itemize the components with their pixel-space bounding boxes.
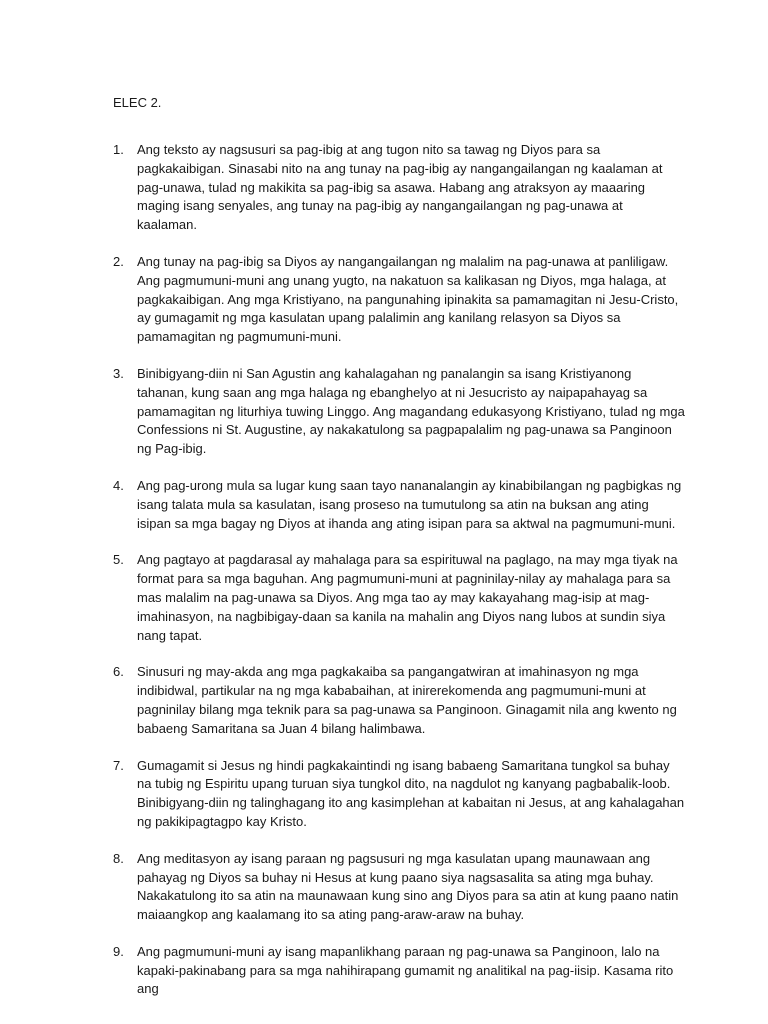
- list-item: [113, 551, 685, 645]
- list-item: [113, 850, 685, 925]
- list-item-text: Ang tunay na pag-ibig sa Diyos ay nangangailangan ng malalim na pag-unawa at panliligaw. Ang pagmumuni-muni ang unang yugto, na nakatuon sa kalikasan ng Diyos, mga halaga, at pagkakaibigan. Ang mga Kristiyano, na pangunahing ipinakita sa pamamagitan ni Jesu-Cristo, ay gumagamit ng mga kasulatan upang palalimin ang kanilang relasyon sa Diyos sa pamamagitan ng pagmumuni-muni.: [137, 253, 679, 345]
- list-item-text: Ang pagmumuni-muni ay isang mapanlikhang paraan ng pag-unawa sa Panginoon, lalo na kapaki-pakinabang para sa mga nahihirapang gumamit ng analitikal na pag-iisip. Kasama rito ang: [137, 943, 674, 997]
- list-item: [113, 477, 685, 533]
- list-item: [113, 253, 685, 347]
- list-item: [113, 757, 685, 832]
- list-item-text: Binibigyang-diin ni San Agustin ang kahalagahan ng panalangin sa isang Kristiyanong tahanan, kung saan ang mga halaga ng ebanghelyo at ni Jesucristo ay naipapahayag sa pamamagitan ng liturhiya tuwing Linggo. Ang magandang edukasyong Kristiyano, tulad ng mga Confessions ni St. Augustine, ay nakakatulong sa pagpapalalim ng pag-unawa sa Panginoon ng Pag-ibig.: [137, 365, 685, 457]
- list-item: [113, 943, 685, 999]
- list-item: [113, 141, 685, 235]
- list-item-text: Gumagamit si Jesus ng hindi pagkakaintindi ng isang babaeng Samaritana tungkol sa buhay na tubig ng Espiritu upang turuan siya tungkol dito, na nagdulot ng kanyang pagbabalik-loob. Binibigyang-diin ng talinghagang ito ang kasimplehan at kabaitan ni Jesus, at ang kahalagahan ng pakikipagtagpo kay Kristo.: [137, 757, 685, 829]
- list-item-text: Ang pag-urong mula sa lugar kung saan tayo nananalangin ay kinabibilangan ng pagbigkas ng isang talata mula sa kasulatan, isang proseso na tumutulong sa atin na buksan ang ating isipan sa mga bagay ng Diyos at ihanda ang ating isipan para sa aktwal na pagmumuni-muni.: [137, 477, 682, 531]
- list-item-text: Sinusuri ng may-akda ang mga pagkakaiba sa pangangatwiran at imahinasyon ng mga indibidwal, partikular na ng mga kababaihan, at inirerekomenda ang pagmumuni-muni at pagninilay bilang mga teknik para sa pag-unawa sa Panginoon. Ginagamit nila ang kwento ng babaeng Samaritana sa Juan 4 bilang halimbawa.: [137, 664, 677, 736]
- list-item: [113, 365, 685, 459]
- list-item: [113, 663, 685, 738]
- list-item-text: Ang teksto ay nagsusuri sa pag-ibig at ang tugon nito sa tawag ng Diyos para sa pagkakaibigan. Sinasabi nito na ang tunay na pag-ibig ay nangangailangan ng kaalaman at pag-unawa, tulad ng makikita sa pag-ibig sa asawa. Habang ang atraksyon ay maaaring maging isang senyales, ang tunay na pag-ibig ay nangangailangan ng pag-unawa at kaalaman.: [137, 142, 663, 233]
- list-item-text: Ang pagtayo at pagdarasal ay mahalaga para sa espirituwal na paglago, na may mga tiyak na format para sa mga baguhan. Ang pagmumuni-muni at pagninilay-nilay ay mahalaga para sa mas malalim na pag-unawa sa Diyos. Ang mga tao ay may kakayahang mag-isip at mag-imahinasyon, na nagbibigay-daan sa kanila na mahalin ang Diyos nang lubos at sundin siya nang tapat.: [137, 552, 678, 643]
- list-item-number: 5.: [113, 552, 124, 568]
- numbered-list: [113, 141, 685, 1017]
- list-item-text: Ang meditasyon ay isang paraan ng pagsusuri ng mga kasulatan upang maunawaan ang pahayag ng Diyos sa buhay ni Hesus at kung paano siya nagsasalita sa ating mga buhay. Nakakatulong ito sa atin na maunawaan kung sino ang Diyos para sa atin at kung paano natin maiaangkop ang kaalamang ito sa ating pang-araw-araw na buhay.: [137, 850, 679, 923]
- list-item-number: 9.: [113, 943, 124, 959]
- list-item-number: 4.: [113, 477, 124, 493]
- list-item-number: 1.: [113, 142, 124, 157]
- list-item-number: 7.: [113, 757, 124, 773]
- list-item-number: 3.: [113, 365, 124, 381]
- list-item-number: 6.: [113, 664, 124, 680]
- document-heading: ELEC 2.: [113, 95, 162, 110]
- list-item-number: 8.: [113, 850, 124, 866]
- list-item-number: 2.: [113, 253, 124, 269]
